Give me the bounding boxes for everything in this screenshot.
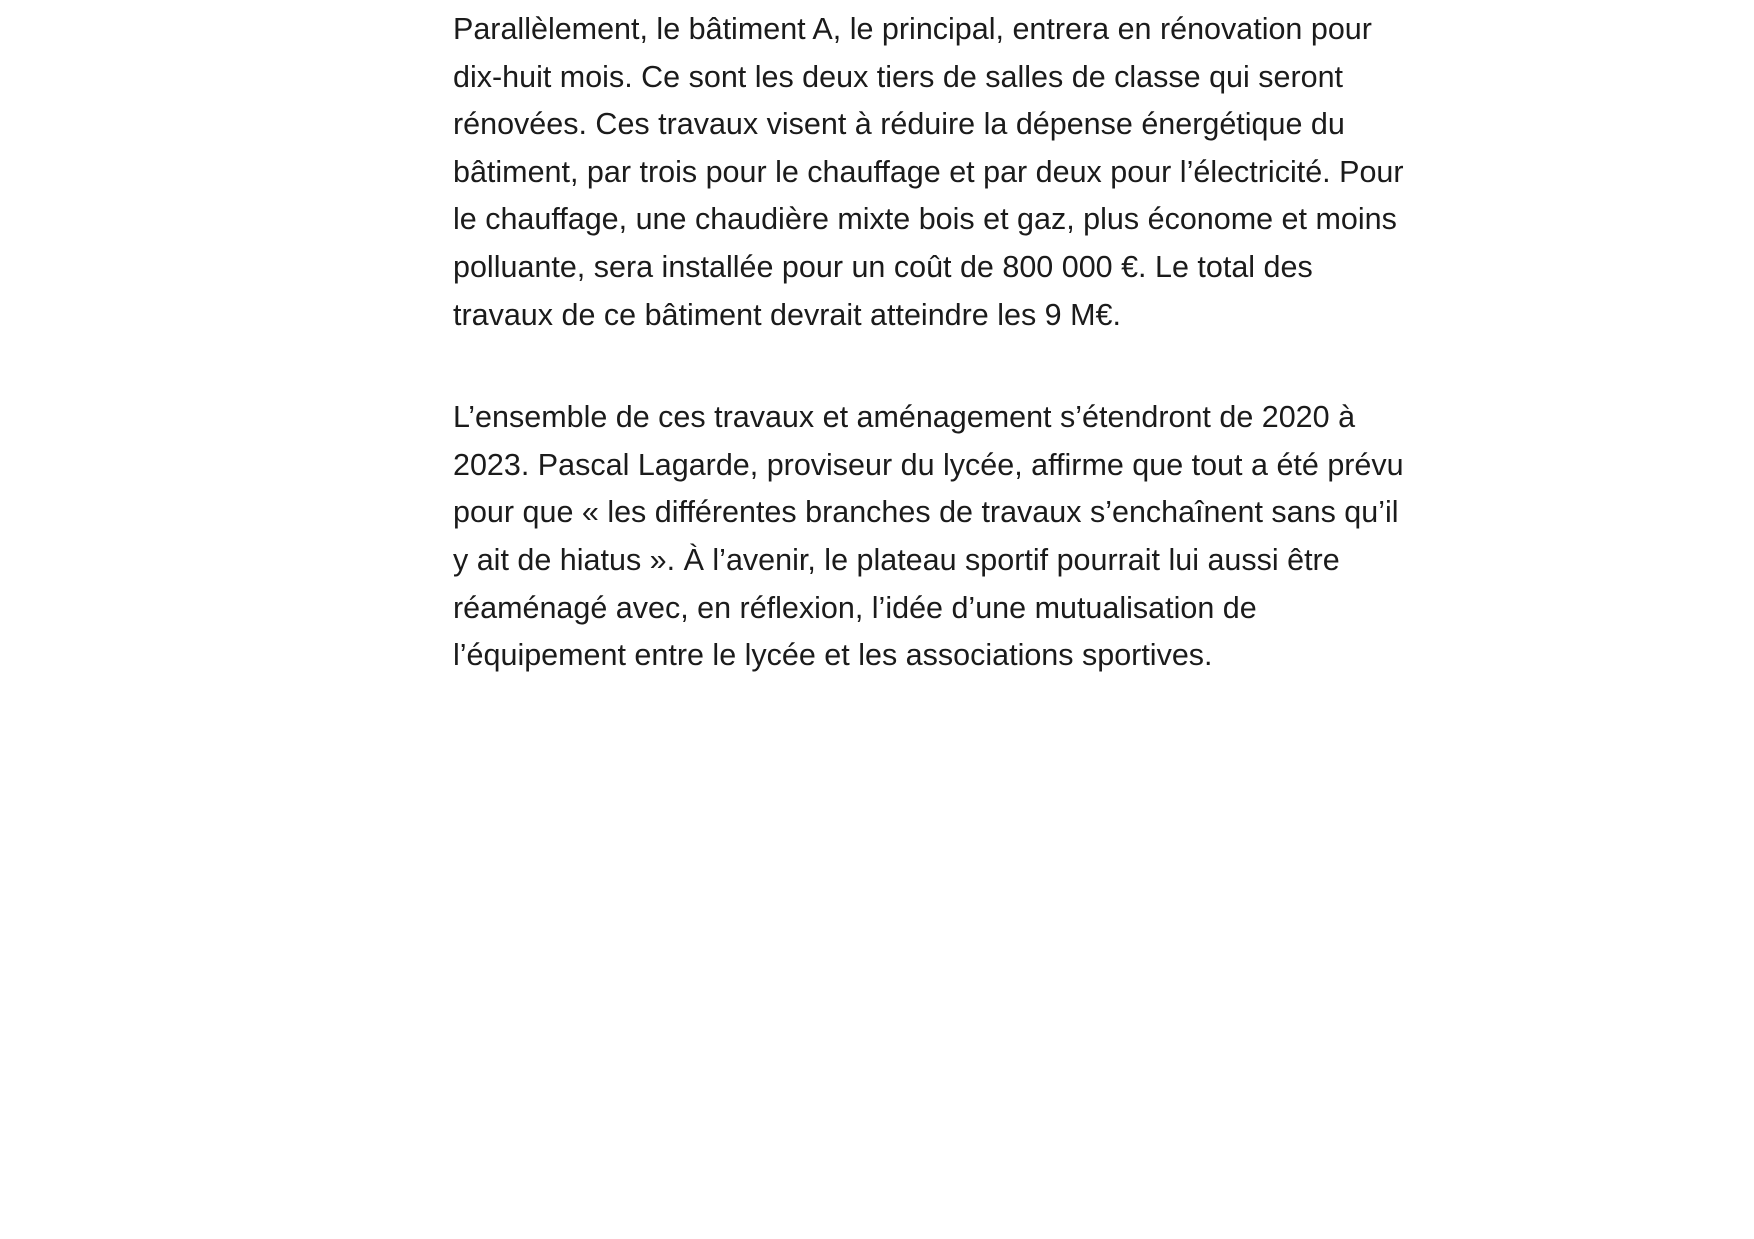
- article-paragraph-schedule: L’ensemble de ces travaux et aménagement s’étendront de 2020 à 2023. Pascal Lagarde, proviseur du lycée, affirme que tout a été prévu pour que « les différentes branches de travaux s’enchaînent sans qu’il y ait de hiatus ». À l’avenir, le plateau sportif pourrait lui aussi être réaménagé avec, en réflexion, l’idée d’une mutualisation de l’équipement entre le lycée et les associations sportives.: [453, 400, 1404, 673]
- article-paragraph-renovation: Parallèlement, le bâtiment A, le principal, entrera en rénovation pour dix-huit mois. Ce sont les deux tiers de salles de classe qui seront rénovées. Ces travaux visent à réduire la dépense énergétique du bâtiment, par trois pour le chauffage et par deux pour l’électricité. Pour le chauffage, une chaudière mixte bois et gaz, plus économe et moins polluante, sera installée pour un coût de 800 000 €. Le total des travaux de ce bâtiment devrait atteindre les 9 M€.: [453, 12, 1404, 332]
- article-body: [453, 6, 1413, 680]
